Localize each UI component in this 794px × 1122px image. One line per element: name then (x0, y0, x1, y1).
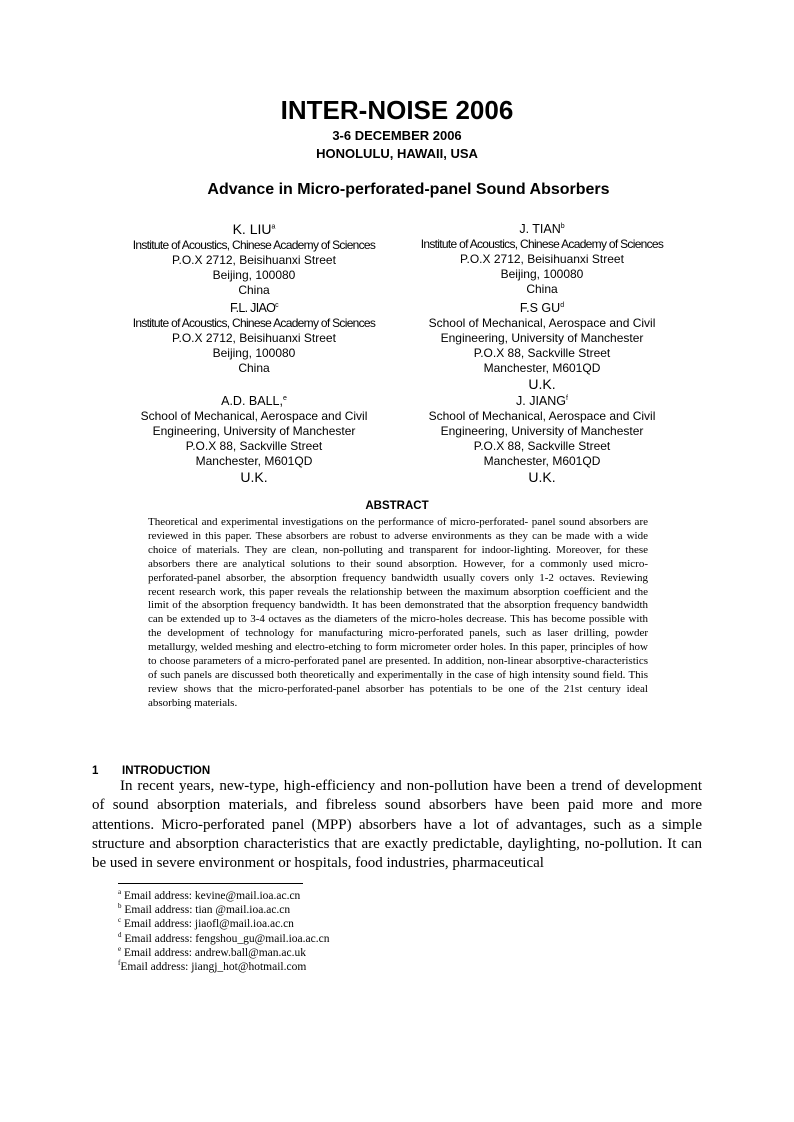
author-country: U.K. (240, 469, 268, 485)
author-address: P.O.X 88, Sackville Street (185, 439, 323, 453)
author-block-ball (114, 393, 394, 485)
conference-dates: 3-6 DECEMBER 2006 (332, 128, 462, 143)
section-number: 1 (92, 765, 99, 777)
author-city: Manchester, M601QD (483, 361, 601, 375)
author-city: Beijing, 100080 (212, 346, 296, 360)
author-institution-2: Engineering, University of Manchester (440, 331, 644, 345)
section-body-text: In recent years, new-type, high-efficiency and non-pollution have been a trend of development of sound absorption materials, and fibreless sound absorbers have been paid more and more attentions. Micro-perforated panel (MPP) absorbers have a lot of advantages, such as a simple structure and absorption characteristics that are exactly predictable, daylighting, no-pollution. It can be used in severe environment or hospitals, food industries, pharmaceutical (92, 778, 702, 872)
author-name: J. TIAN$^b$ (519, 222, 565, 236)
abstract-text: Theoretical and experimental investigations on the performance of micro-perforated- panel sound absorbers are reviewed in this paper. These absorbers are robust to adverse environments as they can be made with a wide choice of materials. They are clean, non-polluting and transparent for indoor-lighting. Moreover, for these absorbers there are analytical solutions to their sound absorption. However, for a commonly used micro-perforated-panel absorber, the absorption frequency bandwidth usually covers only 1-2 octaves. Reviewing recent research work, this paper reveals the relationship between the maximum absorption coefficient and the limit of the absorption frequency bandwidth. It has been demonstrated that the absorption frequency bandwidth can be extended up to 3-4 octaves as the diameters of the micro-holes decrease. This has become possible with the development of technology for manufacturing micro-perforated panels, such as laser drilling, powder metallurgy, welded meshing and electro-etching to form micrometer order holes. In this paper, principles of how to choose parameters of a micro-perforated panel are presented. In addition, non-linear absorptive-characteristics of such panels are discussed both theoretically and experimentally in the case of high intensity sound field. This review shows that the micro-perforated-panel absorber has potentials to be one of the 21st century ideal absorbing materials. (148, 516, 648, 709)
author-address: P.O.X 2712, Beisihuanxi Street (172, 253, 336, 267)
paper-title: Advance in Micro-perforated-panel Sound Absorbers (207, 181, 610, 198)
author-name: A.D. BALL,$^e$ (221, 394, 287, 408)
footnote: $^f$Email address: jiangj_hot@hotmail.com (118, 959, 307, 974)
author-institution-2: Engineering, University of Manchester (152, 424, 356, 438)
abstract-heading: ABSTRACT (365, 500, 429, 512)
author-address: P.O.X 88, Sackville Street (473, 346, 611, 360)
author-institution: School of Mechanical, Aerospace and Civil (428, 316, 656, 330)
author-city: Manchester, M601QD (483, 454, 601, 468)
author-name: J. JIANG$^f$ (516, 394, 568, 408)
footnote-divider (118, 883, 303, 884)
author-address: P.O.X 2712, Beisihuanxi Street (172, 331, 336, 345)
footnote: $^d$ Email address: fengshou_gu@mail.ioa.ac.cn (118, 930, 330, 945)
author-block-jiao (114, 300, 394, 376)
section-title: INTRODUCTION (122, 765, 211, 777)
author-country: U.K. (528, 469, 556, 485)
author-block-liu (114, 221, 394, 298)
author-name: K. LIU$^a$ (232, 221, 276, 237)
author-address: P.O.X 2712, Beisihuanxi Street (460, 252, 624, 266)
author-name: F.S $GU^d$ (519, 301, 565, 315)
footnote: $^a$ Email address: kevine@mail.ioa.ac.cn (118, 888, 301, 902)
author-block-jiang (402, 393, 682, 485)
author-block-gu (402, 300, 682, 392)
author-block-tian (402, 221, 682, 297)
author-country: U.K. (528, 376, 556, 392)
author-country: China (238, 283, 270, 297)
conference-location: HONOLULU, HAWAII, USA (316, 146, 478, 161)
author-institution-2: Engineering, University of Manchester (440, 424, 644, 438)
footnote: $^c$ Email address: jiaofl@mail.ioa.ac.cn (118, 916, 294, 931)
author-city: Manchester, M601QD (195, 454, 313, 468)
author-city: Beijing, 100080 (500, 267, 584, 281)
author-institution: School of Mechanical, Aerospace and Civil (140, 409, 368, 423)
author-institution: Institute of Acoustics, Chinese Academy of Sciences (132, 316, 376, 330)
author-country: China (238, 361, 270, 375)
author-city: Beijing, 100080 (212, 268, 296, 282)
author-name: F.L. JIAO$^c$ (230, 301, 278, 315)
author-country: China (526, 282, 558, 296)
footnote: $^e$ Email address: andrew.ball@man.ac.uk (118, 944, 306, 959)
footnote: $^b$ Email address: tian @mail.ioa.ac.cn (118, 902, 291, 917)
author-institution: School of Mechanical, Aerospace and Civil (428, 409, 656, 423)
author-institution: Institute of Acoustics, Chinese Academy of Sciences (132, 238, 376, 252)
conference-title: INTER-NOISE 2006 (280, 95, 514, 125)
author-institution: Institute of Acoustics, Chinese Academy of Sciences (420, 237, 664, 251)
author-address: P.O.X 88, Sackville Street (473, 439, 611, 453)
footnotes (118, 889, 329, 974)
section-heading (92, 764, 210, 778)
